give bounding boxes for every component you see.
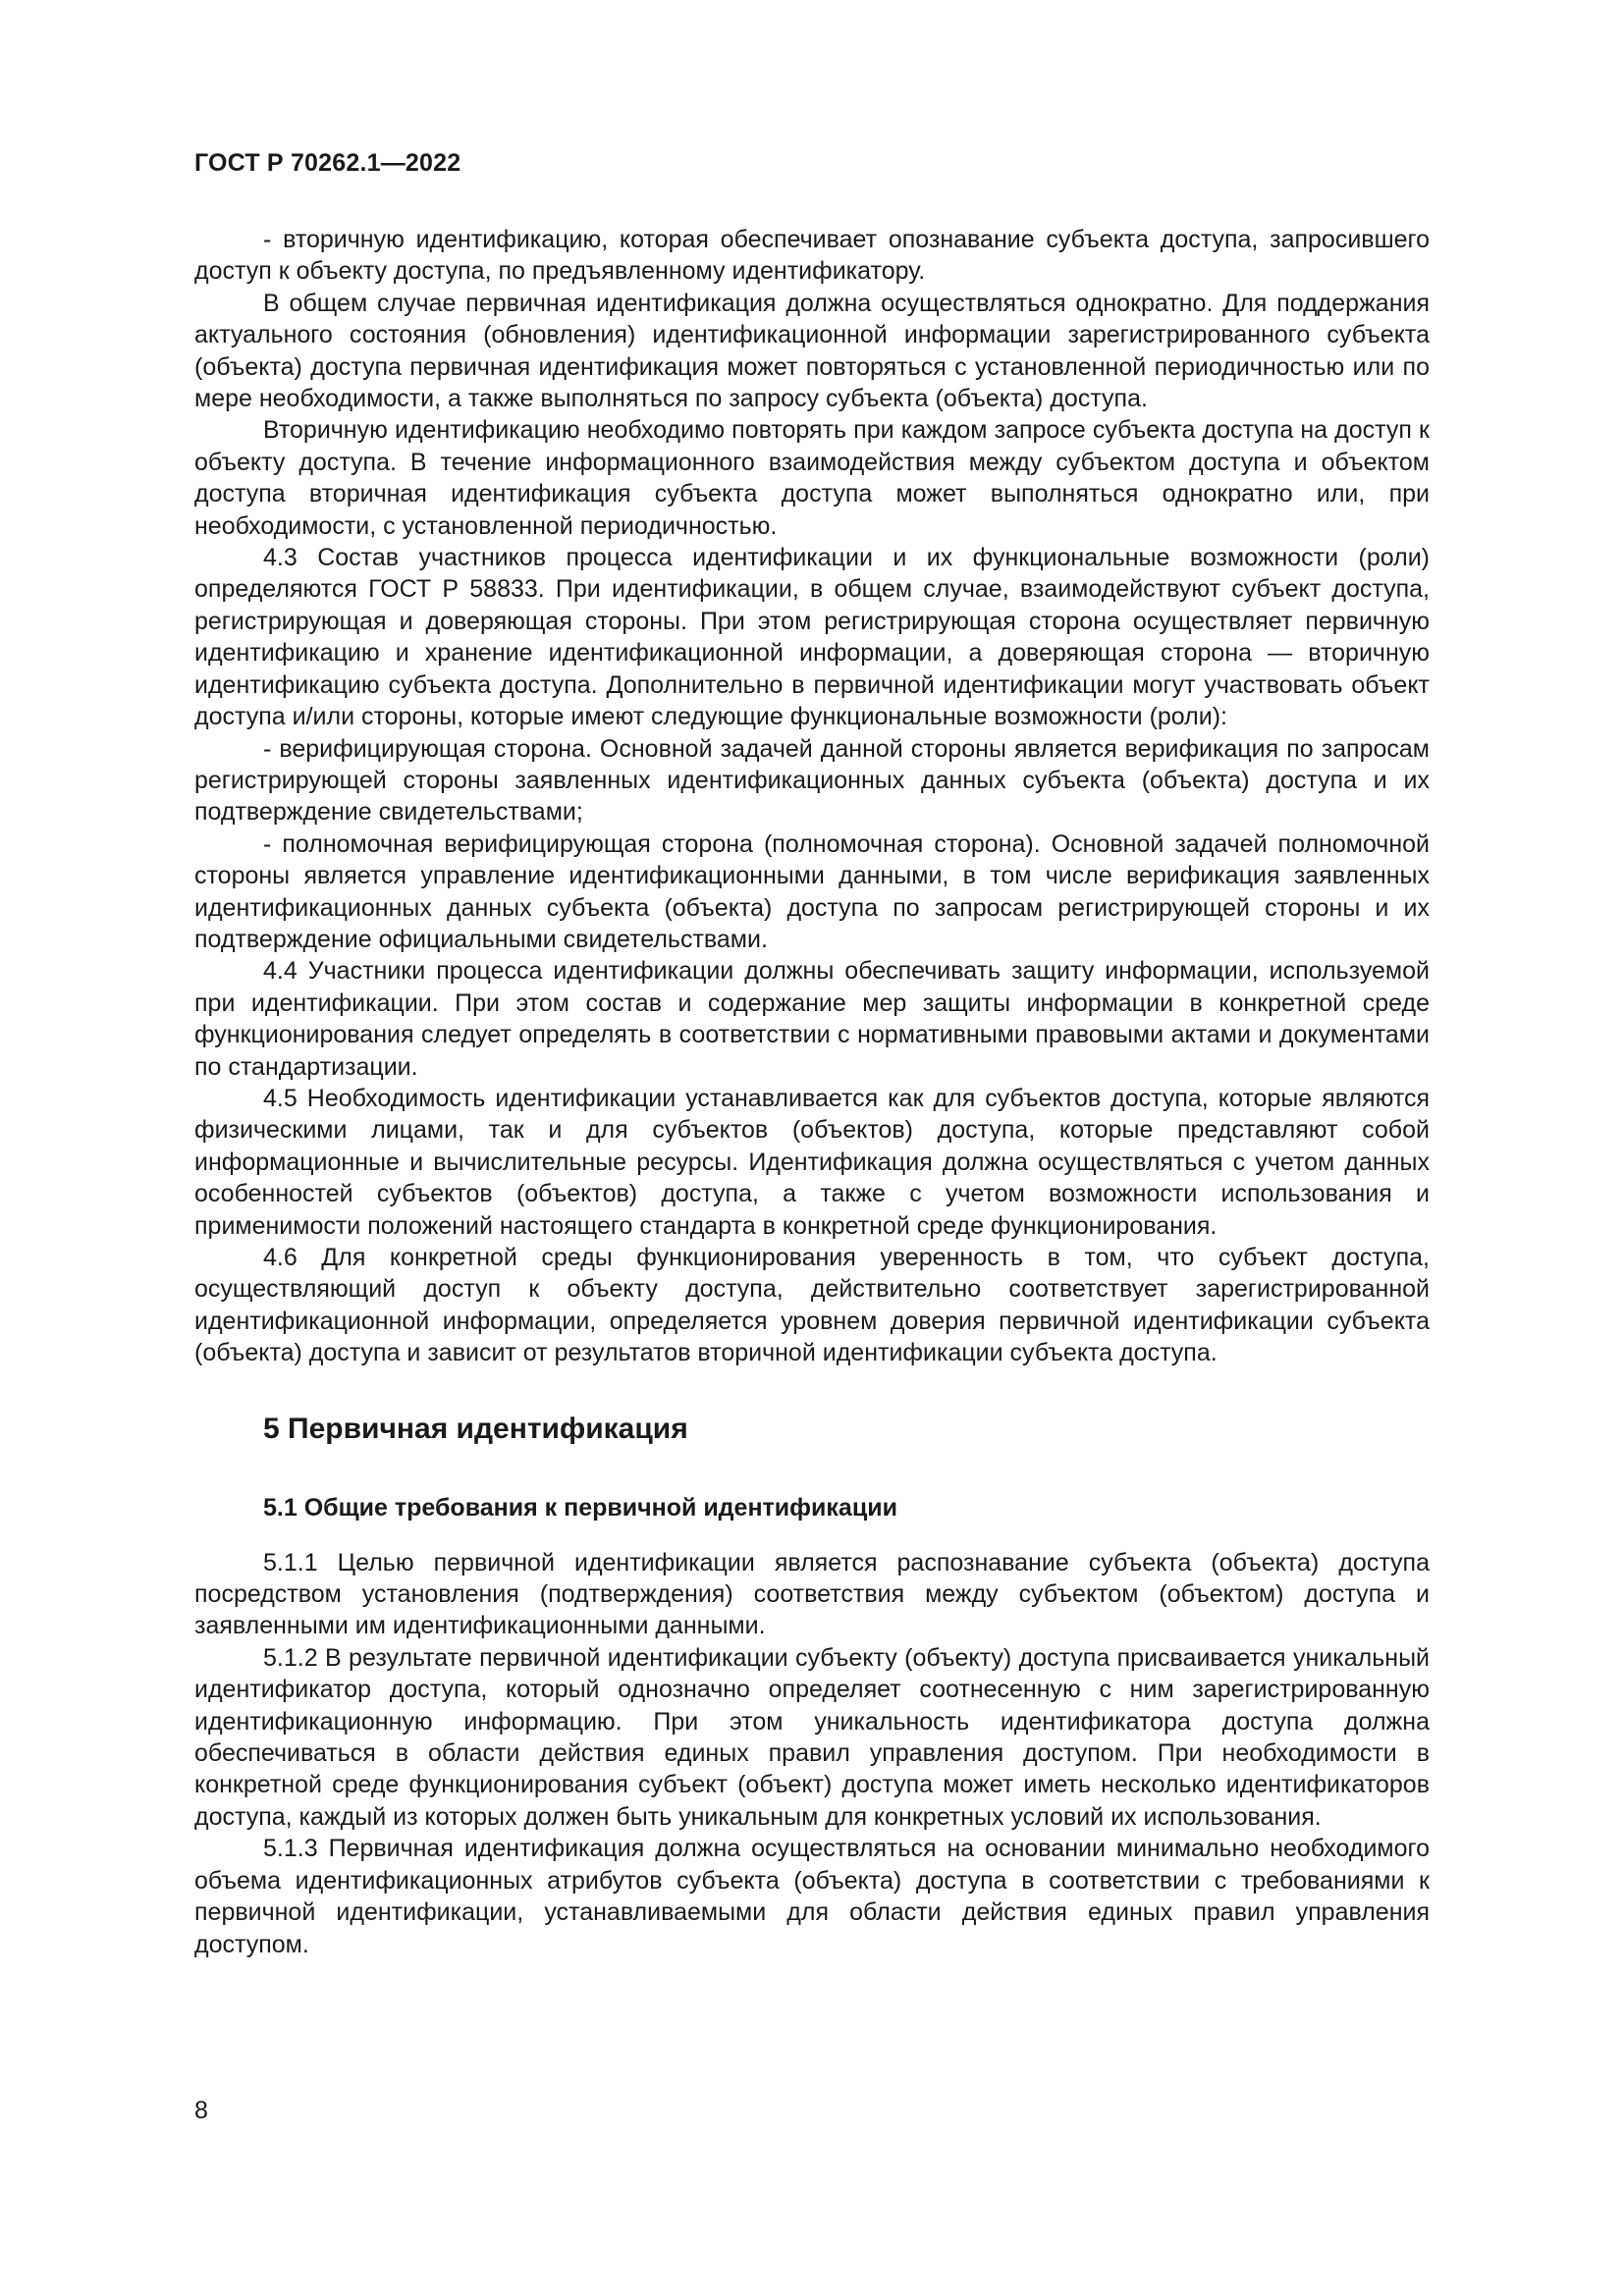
paragraph-verifying-party: - верифицирующая сторона. Основной задачей данной стороны является верификация по запросам регистрирующей стороны заявленных идентификационных данных субъекта (объекта) доступа и их подтверждение свидетельствами; <box>194 734 1430 827</box>
document-body <box>194 224 1430 1960</box>
paragraph-4-4: 4.4 Участники процесса идентификации должны обеспечивать защиту информации, используемой при идентификации. При этом состав и содержание мер защиты информации в конкретной среде функционирования следует определять в соответствии с нормативными правовыми актами и документами по стандартизации. <box>194 957 1430 1081</box>
paragraph-authoritative-party: - полномочная верифицирующая сторона (полномочная сторона). Основной задачей полномочной стороны является управление идентификационными данными, в том числе верификация заявленных идентификационных данных субъекта (объекта) доступа по запросам регистрирующей стороны и их подтверждение официальными свидетельствами. <box>194 829 1430 953</box>
document-code-header: ГОСТ Р 70262.1—2022 <box>194 149 461 177</box>
subsection-title: 5.1 Общие требования к первичной идентификации <box>263 1493 897 1522</box>
page-number: 8 <box>194 2097 208 2124</box>
paragraph-primary-identification-once: В общем случае первичная идентификация должна осуществляться однократно. Для поддержания актуального состояния (обновления) идентификационной информации зарегистрированного субъекта (объекта) доступа первичная идентификация может повторяться с установленной периодичностью или по мере необходимости, а также выполняться по запросу субъекта (объекта) доступа. <box>194 289 1430 413</box>
paragraph-secondary-identification-repeat: Вторичную идентификацию необходимо повторять при каждом запросе субъекта доступа на доступ к объекту доступа. В течение информационного взаимодействия между субъектом доступа и объектом доступа вторичная идентификация субъекта доступа может выполняться однократно или, при необходимости, с установленной периодичностью. <box>194 416 1430 540</box>
paragraph-5-1-3: 5.1.3 Первичная идентификация должна осуществляться на основании минимально необходимого объема идентификационных атрибутов субъекта (объекта) доступа в соответствии с требованиями к первичной идентификации, устанавливаемыми для области действия единых правил управления доступом. <box>194 1835 1430 1958</box>
paragraph-5-1-2: 5.1.2 В результате первичной идентификации субъекту (объекту) доступа присваивается уникальный идентификатор доступа, который однозначно определяет соотнесенную с ним зарегистрированную идентификационную информацию. При этом уникальность идентификатора доступа должна обеспечиваться в области действия единых правил управления доступом. При необходимости в конкретной среде функционирования субъект (объект) доступа может иметь несколько идентификаторов доступа, каждый из которых должен быть уникальным для конкретных условий их использования. <box>194 1643 1430 1831</box>
paragraph-4-3: 4.3 Состав участников процесса идентификации и их функциональные возможности (роли) определяются ГОСТ Р 58833. При идентификации, в общем случае, взаимодействуют субъект доступа, регистрирующая и доверяющая стороны. При этом регистрирующая сторона осуществляет первичную идентификацию и хранение идентификационной информации, а доверяющая сторона — вторичную идентификацию субъекта доступа. Дополнительно в первичной идентификации могут участвовать объект доступа и/или стороны, которые имеют следующие функциональные возможности (роли): <box>194 544 1430 731</box>
paragraph-4-5: 4.5 Необходимость идентификации устанавливается как для субъектов доступа, которые являются физическими лицами, так и для субъектов (объектов) доступа, которые представляют собой информационные и вычислительные ресурсы. Идентификация должна осуществляться с учетом данных особенностей субъектов (объектов) доступа, а также с учетом возможности использования и применимости положений настоящего стандарта в конкретной среде функционирования. <box>194 1084 1430 1240</box>
section-title: 5 Первичная идентификация <box>263 1412 688 1445</box>
paragraph-5-1-1: 5.1.1 Целью первичной идентификации является распознавание субъекта (объекта) доступа посредством установления (подтверждения) соответствия между субъектом (объектом) доступа и заявленными им идентификационными данными. <box>194 1548 1430 1640</box>
paragraph-4-6: 4.6 Для конкретной среды функционирования уверенность в том, что субъект доступа, осуществляющий доступ к объекту доступа, действительно соответствует зарегистрированной идентификационной информации, определяется уровнем доверия первичной идентификации субъекта (объекта) доступа и зависит от результатов вторичной идентификации субъекта доступа. <box>194 1244 1430 1367</box>
paragraph-secondary-identification: - вторичную идентификацию, которая обеспечивает опознавание субъекта доступа, запросившего доступ к объекту доступа, по предъявленному идентификатору. <box>194 226 1430 286</box>
